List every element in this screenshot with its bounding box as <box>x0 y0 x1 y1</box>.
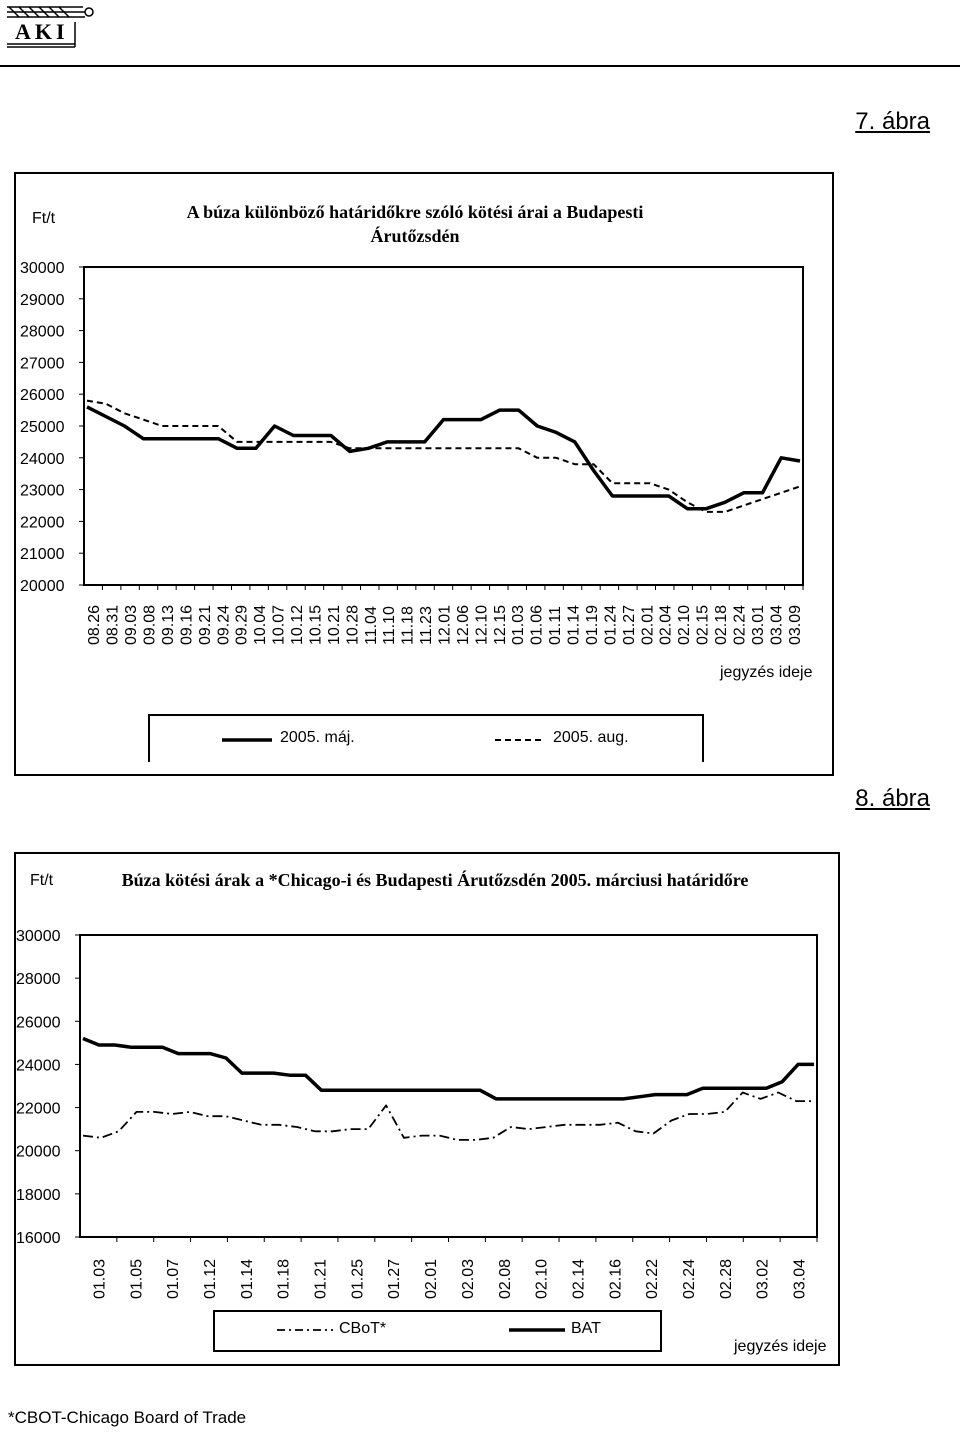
fig8-xtick-label: 02.03 <box>459 1258 477 1299</box>
fig7-xtick-label: 09.24 <box>215 604 233 645</box>
fig7-ytick-label: 28000 <box>20 323 65 341</box>
fig8-xtick-label: 03.04 <box>791 1258 809 1299</box>
fig7-xtick-label: 01.19 <box>583 604 601 645</box>
figure-7-xaxis-label: jegyzés ideje <box>720 664 813 681</box>
fig7-xtick-label: 09.29 <box>233 604 251 645</box>
fig7-ytick-label: 25000 <box>20 419 65 436</box>
fig7-xtick-label: 02.18 <box>713 604 731 645</box>
fig7-xtick-label: 01.06 <box>528 604 546 645</box>
fig7-xtick-label: 08.26 <box>86 604 104 645</box>
figure-8-xaxis-label: jegyzés ideje <box>734 1338 827 1355</box>
figure-8-label: 8. ábra <box>855 785 930 812</box>
fig7-xtick-label: 11.23 <box>418 606 436 645</box>
legend-label-may: 2005. máj. <box>280 729 355 746</box>
fig8-xtick-label: 02.14 <box>570 1258 588 1299</box>
fig7-ytick-label: 23000 <box>20 482 65 500</box>
figure-7-title: A búza különböző határidőkre szóló kötési árai a Budapesti Árutőzsdén <box>186 202 644 246</box>
legend-label-bat: BAT <box>571 1320 601 1337</box>
fig8-ytick-label: 26000 <box>16 1014 61 1032</box>
fig8-ytick-label: 20000 <box>16 1143 61 1161</box>
fig7-ytick-label: 22000 <box>20 514 65 532</box>
fig7-ytick-label: 21000 <box>20 546 65 564</box>
fig7-xtick-label: 11.18 <box>399 606 417 645</box>
figure-8-legend <box>213 1310 662 1352</box>
fig8-xtick-label: 03.02 <box>754 1258 772 1299</box>
fig7-xtick-label: 01.14 <box>565 604 583 645</box>
fig8-xtick-label: 02.10 <box>533 1258 551 1299</box>
fig7-xtick-label: 11.04 <box>362 606 380 645</box>
fig7-xtick-label: 10.28 <box>344 604 362 645</box>
fig7-xtick-label: 03.09 <box>786 604 804 645</box>
fig7-xtick-label: 11.10 <box>381 606 399 645</box>
fig8-xtick-label: 02.01 <box>423 1258 441 1299</box>
fig7-ytick-label: 26000 <box>20 387 65 405</box>
fig7-xtick-label: 02.24 <box>731 604 749 645</box>
fig8-series-b-line <box>83 1039 814 1099</box>
fig7-xtick-label: 01.24 <box>602 604 620 645</box>
fig8-xtick-label: 02.22 <box>644 1258 662 1299</box>
legend-label-aug: 2005. aug. <box>553 729 629 746</box>
fig7-ytick-label: 29000 <box>20 291 65 309</box>
fig8-ytick-label: 22000 <box>16 1100 61 1118</box>
fig8-xtick-label: 01.25 <box>349 1258 367 1299</box>
fig7-xtick-label: 09.21 <box>196 604 214 645</box>
fig8-xtick-label: 01.05 <box>128 1258 146 1299</box>
fig8-ytick-label: 24000 <box>16 1057 61 1075</box>
fig7-xtick-label: 02.04 <box>657 604 675 645</box>
fig8-ytick-label: 28000 <box>16 971 61 989</box>
fig7-xtick-label: 10.15 <box>307 604 325 645</box>
fig7-xtick-label: 12.06 <box>454 604 472 645</box>
fig8-ytick-label: 16000 <box>16 1230 61 1247</box>
legend-label-cbot: CBoT* <box>339 1320 387 1337</box>
fig8-xtick-label: 01.03 <box>91 1258 109 1299</box>
logo-text: AKI <box>15 19 69 44</box>
fig8-xtick-label: 01.18 <box>275 1258 293 1299</box>
fig7-xtick-label: 10.04 <box>252 604 270 645</box>
fig7-xtick-label: 12.10 <box>473 604 491 645</box>
fig8-xtick-label: 01.12 <box>201 1258 219 1299</box>
fig7-ytick-label: 24000 <box>20 450 65 468</box>
fig8-ytick-label: 30000 <box>16 928 61 945</box>
fig8-xtick-label: 02.28 <box>717 1258 735 1299</box>
fig7-xtick-label: 02.01 <box>639 604 657 645</box>
fig7-xtick-label: 03.04 <box>768 604 786 645</box>
fig8-xtick-label: 02.08 <box>496 1258 514 1299</box>
figure-7-label: 7. ábra <box>855 108 930 135</box>
fig7-xtick-label: 02.10 <box>676 604 694 645</box>
fig7-xtick-label: 10.07 <box>270 604 288 645</box>
fig7-xtick-label: 01.11 <box>547 606 565 645</box>
footnote: *CBOT-Chicago Board of Trade <box>8 1408 247 1427</box>
fig7-xtick-label: 10.12 <box>289 604 307 645</box>
fig7-xtick-label: 09.08 <box>141 604 159 645</box>
fig7-xtick-label: 09.03 <box>123 604 141 645</box>
fig7-ytick-label: 30000 <box>20 260 65 277</box>
fig7-xtick-label: 02.15 <box>694 604 712 645</box>
fig8-ytick-label: 18000 <box>16 1186 61 1204</box>
fig7-xtick-label: 01.03 <box>510 604 528 645</box>
figure-8-unit: Ft/t <box>30 872 54 889</box>
figure-8-title: Búza kötési árak a *Chicago-i és Budapesti Árutőzsdén 2005. márciusi határidőre <box>121 870 749 890</box>
fig7-xtick-label: 08.31 <box>104 604 122 645</box>
figure-7-unit: Ft/t <box>32 210 56 227</box>
fig7-xtick-label: 09.16 <box>178 604 196 645</box>
fig7-xtick-label: 03.01 <box>749 604 767 645</box>
fig8-xtick-label: 01.07 <box>165 1258 183 1299</box>
fig7-ytick-label: 27000 <box>20 355 65 373</box>
fig8-plot-area <box>80 935 817 1237</box>
fig7-xtick-label: 12.15 <box>491 604 509 645</box>
fig7-xtick-label: 01.27 <box>620 604 638 645</box>
fig8-xtick-label: 01.14 <box>238 1258 256 1299</box>
fig7-xtick-label: 12.01 <box>436 604 454 645</box>
fig8-xtick-label: 02.24 <box>681 1258 699 1299</box>
fig7-xtick-label: 09.13 <box>159 604 177 645</box>
fig8-xtick-label: 01.27 <box>386 1258 404 1299</box>
fig8-xtick-label: 01.21 <box>312 1258 330 1299</box>
fig7-xtick-label: 10.21 <box>325 604 343 645</box>
fig8-xtick-label: 02.16 <box>607 1258 625 1299</box>
fig8-series-a-line <box>83 1093 814 1140</box>
fig7-ytick-label: 20000 <box>20 578 65 595</box>
